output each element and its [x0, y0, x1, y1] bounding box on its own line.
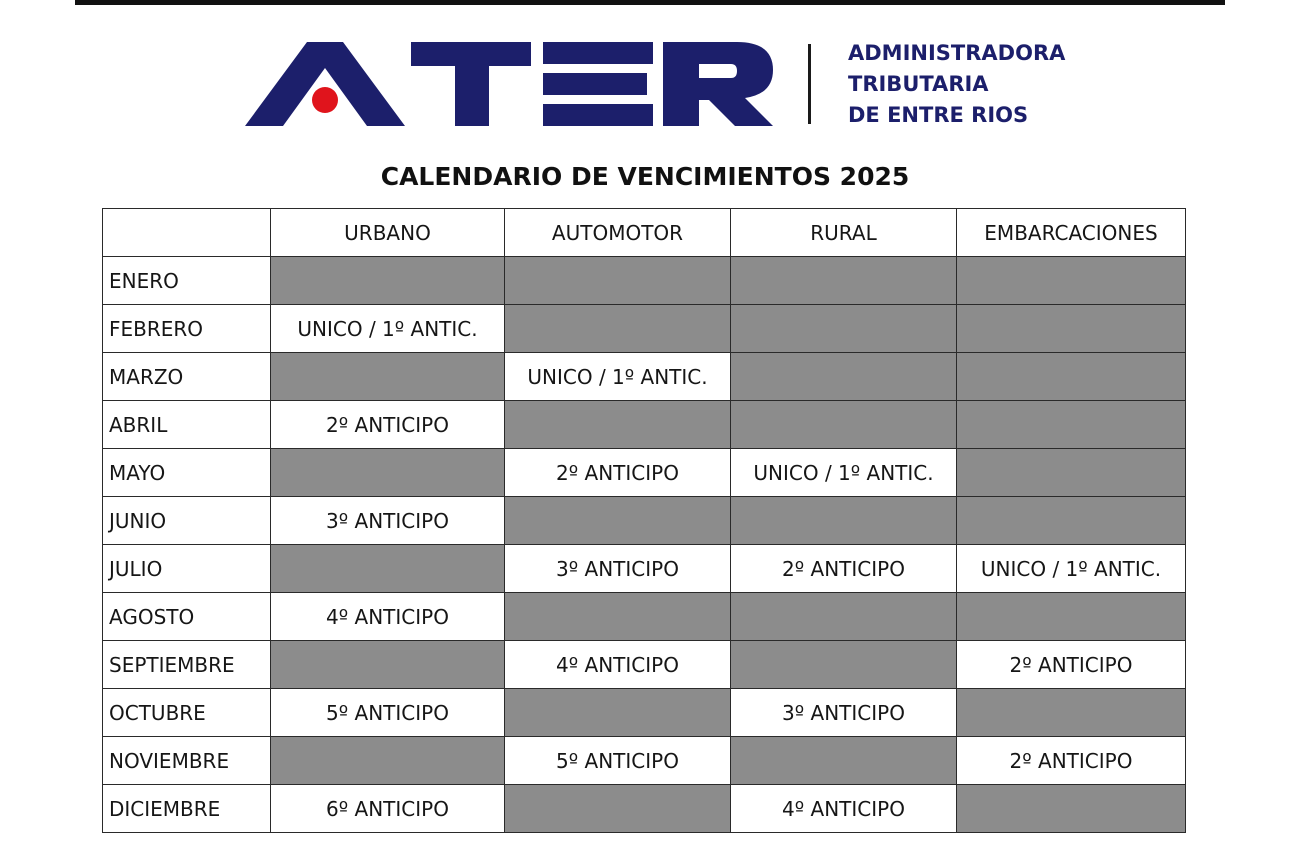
- empty-cell-urbano: [271, 353, 505, 401]
- table-row: [103, 401, 1186, 449]
- empty-cell-automotor: [505, 785, 731, 833]
- table-body: [103, 257, 1186, 833]
- table-row: [103, 689, 1186, 737]
- table-row: [103, 353, 1186, 401]
- empty-cell-embarcaciones: [957, 353, 1186, 401]
- table-row: [103, 449, 1186, 497]
- due-dates-table: [102, 208, 1186, 833]
- empty-cell-rural: [731, 497, 957, 545]
- due-cell-embarcaciones: 2º ANTICIPO: [957, 641, 1186, 689]
- header-row: [103, 209, 1186, 257]
- empty-cell-automotor: [505, 257, 731, 305]
- empty-cell-rural: [731, 305, 957, 353]
- month-cell: JUNIO: [103, 497, 271, 545]
- empty-cell-automotor: [505, 689, 731, 737]
- empty-cell-automotor: [505, 401, 731, 449]
- month-cell: MAYO: [103, 449, 271, 497]
- org-name-line-2: TRIBUTARIA: [848, 72, 989, 96]
- top-rule: [75, 0, 1225, 5]
- empty-cell-urbano: [271, 449, 505, 497]
- month-cell: AGOSTO: [103, 593, 271, 641]
- empty-cell-embarcaciones: [957, 401, 1186, 449]
- due-cell-rural: 2º ANTICIPO: [731, 545, 957, 593]
- table-row: [103, 785, 1186, 833]
- logo-letter-e-mid: [543, 73, 647, 95]
- table-row: [103, 545, 1186, 593]
- month-cell: ABRIL: [103, 401, 271, 449]
- month-cell: ENERO: [103, 257, 271, 305]
- due-cell-rural: UNICO / 1º ANTIC.: [731, 449, 957, 497]
- column-header-month: [103, 209, 271, 257]
- empty-cell-automotor: [505, 497, 731, 545]
- logo-divider: [808, 44, 811, 124]
- logo-letter-a: [245, 42, 405, 126]
- empty-cell-embarcaciones: [957, 689, 1186, 737]
- org-name: [848, 38, 1108, 131]
- empty-cell-rural: [731, 353, 957, 401]
- org-name-line-1: ADMINISTRADORA: [848, 41, 1066, 65]
- due-cell-rural: 4º ANTICIPO: [731, 785, 957, 833]
- month-cell: OCTUBRE: [103, 689, 271, 737]
- due-cell-automotor: 3º ANTICIPO: [505, 545, 731, 593]
- logo-letter-e-top: [543, 42, 653, 64]
- due-cell-urbano: 6º ANTICIPO: [271, 785, 505, 833]
- empty-cell-rural: [731, 641, 957, 689]
- due-cell-automotor: UNICO / 1º ANTIC.: [505, 353, 731, 401]
- table-row: [103, 737, 1186, 785]
- month-cell: JULIO: [103, 545, 271, 593]
- empty-cell-embarcaciones: [957, 257, 1186, 305]
- empty-cell-automotor: [505, 305, 731, 353]
- month-cell: MARZO: [103, 353, 271, 401]
- due-cell-urbano: 5º ANTICIPO: [271, 689, 505, 737]
- logo-red-dot-icon: [312, 87, 338, 113]
- org-name-line-3: DE ENTRE RIOS: [848, 103, 1029, 127]
- empty-cell-embarcaciones: [957, 785, 1186, 833]
- due-cell-urbano: 2º ANTICIPO: [271, 401, 505, 449]
- column-header-embarcaciones: EMBARCACIONES: [957, 209, 1186, 257]
- column-header-urbano: URBANO: [271, 209, 505, 257]
- month-cell: SEPTIEMBRE: [103, 641, 271, 689]
- empty-cell-rural: [731, 593, 957, 641]
- due-cell-urbano: 3º ANTICIPO: [271, 497, 505, 545]
- due-cell-rural: 3º ANTICIPO: [731, 689, 957, 737]
- empty-cell-urbano: [271, 545, 505, 593]
- empty-cell-urbano: [271, 257, 505, 305]
- table-row: [103, 593, 1186, 641]
- ater-logo: [245, 38, 775, 130]
- table-row: [103, 497, 1186, 545]
- table-row: [103, 641, 1186, 689]
- due-cell-urbano: 4º ANTICIPO: [271, 593, 505, 641]
- due-cell-automotor: 2º ANTICIPO: [505, 449, 731, 497]
- empty-cell-embarcaciones: [957, 305, 1186, 353]
- table-row: [103, 305, 1186, 353]
- empty-cell-rural: [731, 257, 957, 305]
- empty-cell-embarcaciones: [957, 593, 1186, 641]
- due-cell-automotor: 4º ANTICIPO: [505, 641, 731, 689]
- empty-cell-automotor: [505, 593, 731, 641]
- empty-cell-rural: [731, 737, 957, 785]
- column-header-automotor: AUTOMOTOR: [505, 209, 731, 257]
- logo-letter-r: [663, 42, 773, 126]
- document-title: CALENDARIO DE VENCIMIENTOS 2025: [380, 162, 910, 191]
- empty-cell-embarcaciones: [957, 497, 1186, 545]
- month-cell: FEBRERO: [103, 305, 271, 353]
- due-cell-embarcaciones: UNICO / 1º ANTIC.: [957, 545, 1186, 593]
- column-header-rural: RURAL: [731, 209, 957, 257]
- table-row: [103, 257, 1186, 305]
- month-cell: DICIEMBRE: [103, 785, 271, 833]
- empty-cell-urbano: [271, 641, 505, 689]
- due-cell-embarcaciones: 2º ANTICIPO: [957, 737, 1186, 785]
- empty-cell-embarcaciones: [957, 449, 1186, 497]
- month-cell: NOVIEMBRE: [103, 737, 271, 785]
- logo-letter-t-stem: [455, 42, 489, 126]
- logo-letter-e-bottom: [543, 104, 653, 126]
- due-cell-automotor: 5º ANTICIPO: [505, 737, 731, 785]
- empty-cell-urbano: [271, 737, 505, 785]
- empty-cell-rural: [731, 401, 957, 449]
- due-cell-urbano: UNICO / 1º ANTIC.: [271, 305, 505, 353]
